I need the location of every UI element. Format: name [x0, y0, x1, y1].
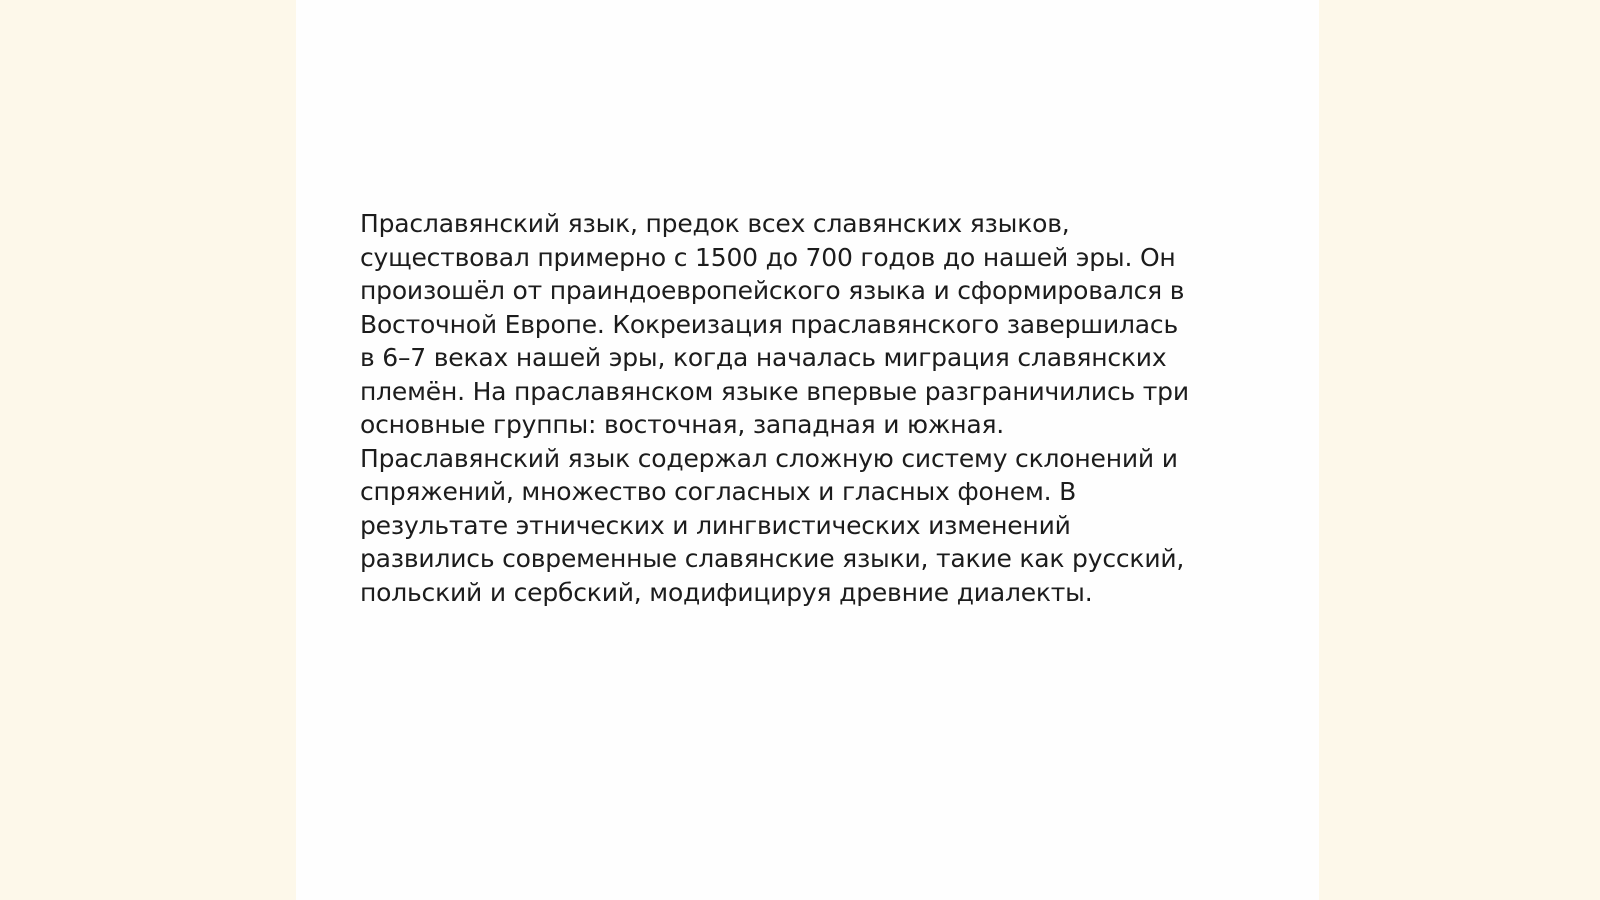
paragraph-line: спряжений, множество согласных и гласных фонем. В	[360, 477, 1077, 506]
paragraph-line: произошёл от праиндоевропейского языка и сформировался в	[360, 276, 1185, 305]
paragraph-line: племён. На праславянском языке впервые разграничились три	[360, 376, 1189, 406]
paragraph-line: существовал примерно с 1500 до 700 годов до нашей эры. Он	[360, 242, 1176, 272]
paragraph-line: основные группы: восточная, западная и южная.	[360, 410, 1005, 439]
paragraph-line: Праславянский язык, предок всех славянских языков,	[360, 209, 1070, 238]
paragraph-line: польский и сербский, модифицируя древние диалекты.	[360, 577, 1093, 607]
paragraph-line: Восточной Европе. Кокреизация праславянского завершилась	[360, 309, 1178, 339]
body-paragraph	[360, 207, 1240, 609]
paragraph-line: в 6–7 веках нашей эры, когда началась миграция славянских	[360, 343, 1167, 372]
document-page	[296, 0, 1319, 900]
paragraph-line: результате этнических и лингвистических изменений	[360, 510, 1071, 540]
paragraph-line: развились современные славянские языки, такие как русский,	[360, 544, 1185, 573]
paragraph-line: Праславянский язык содержал сложную систему склонений и	[360, 443, 1178, 473]
